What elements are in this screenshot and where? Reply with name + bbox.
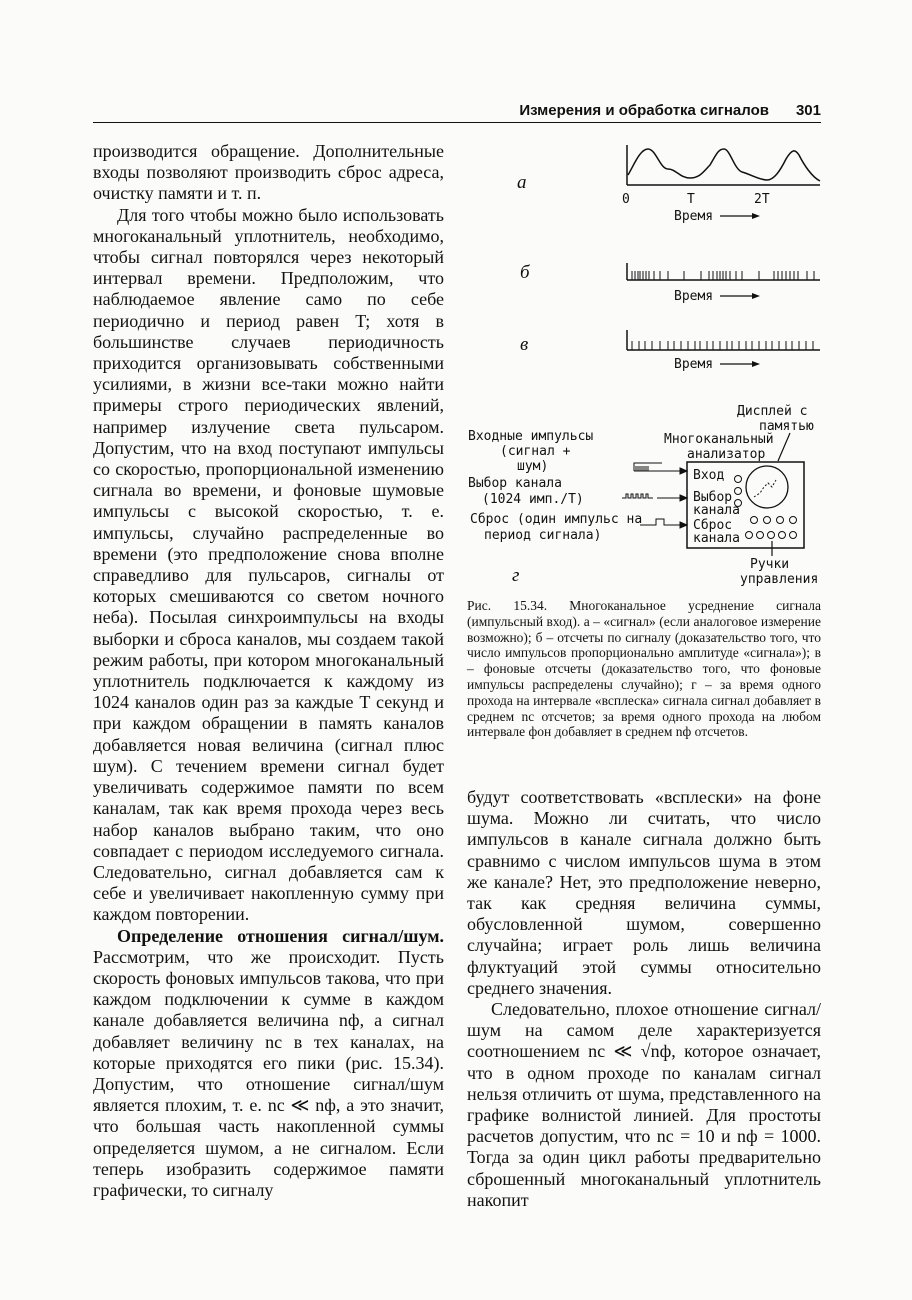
right-paragraph-2: Следовательно, плохое отношение сигнал/шум на самом деле характеризуется соотношением nс ≪ √nф, которое означает, что в одном проходе по каналам сигнал нельзя отличить от шума, представленного на графике волнистой линией. Для простоты расчетов допустим, что nс = 10 и nф = 1000. Тогда за один цикл работы предварительно сброшенный многоканальный уплотнитель накопит <box>467 999 821 1210</box>
display-leader <box>778 433 790 461</box>
left-column <box>93 141 444 1201</box>
input-pulses-2: (сигнал + <box>500 444 571 459</box>
caption-text: Рис. 15.34. Многоканальное усреднение сигнала (импульсный вход). а – «сигнал» (если аналоговое измерение возможно); б – отсчеты по сигналу (доказательство того, что число импульсов пропорционально амплитуде «сигнала»); в – фоновые отсчеты (доказательство того, что фоновые импульсы распределены случайно); г – за время одного прохода на интервале «всплеска» сигнала сигнал добавляет в среднем nс отсчетов; за время одного прохода на любом интервале фон добавляет в среднем nф отсчетов. <box>467 598 821 740</box>
reset-pulse-glyph <box>640 519 687 528</box>
box-select-2: канала <box>693 503 740 518</box>
figure-15-34 <box>462 135 827 595</box>
display-screen <box>746 466 788 508</box>
box-reset-1: Сброс <box>693 518 733 533</box>
paragraph-3-text: Рассмотрим, что же происходит. Пусть скорость фоновых импульсов такова, что при каждом подключении к сумме в каждом канале добавляется величина nф, а сигнал добавляет величину nс в тех каналах, на которые приходятся его пики (рис. 15.34). Допустим, что отношение сигнал/шум является плохим, т. е. nс ≪ nф, а это значит, что большая часть накопленной суммы определяется шумом, а не сигналом. Если теперь изобразить содержимое памяти графически, то сигналу <box>93 946 444 1200</box>
figure-caption <box>467 598 821 740</box>
input-pulses-1: Входные импульсы <box>468 429 594 444</box>
channel-select-2: (1024 имп./T) <box>482 492 584 507</box>
running-header <box>93 100 821 123</box>
knobs-label-2: управления <box>740 572 819 587</box>
label-b: б <box>520 262 530 283</box>
label-a: а <box>517 172 527 193</box>
time-label-a: Время <box>674 209 714 224</box>
box-input: Вход <box>693 468 725 483</box>
paragraph-1: производится обращение. Дополнительные входы позволяют производить сброс адреса, очистку памяти и т. п. <box>93 141 444 204</box>
time-label-v: Время <box>674 357 714 372</box>
channel-select-1: Выбор канала <box>468 476 562 491</box>
input-pulses-3: шум) <box>517 459 549 474</box>
right-paragraph-1: будут соответствовать «всплески» на фоне шума. Можно ли считать, что число импульсов в канале сигнала должно быть сравнимо с числом импульсов шума в этом же канале? Нет, это предположение неверно, так как средняя величина суммы, обусловленной шумом, совершенно случайна; играет роль лишь величина флуктуаций этой суммы относительно среднего значения. <box>467 787 821 998</box>
knobs-label-1: Ручки <box>750 557 790 572</box>
label-v: в <box>520 334 529 355</box>
time-label-b: Время <box>674 289 714 304</box>
display-label-2: памятью <box>759 419 814 434</box>
section-heading: Определение отношения сигнал/шум. <box>117 925 444 946</box>
select-pulse-glyph <box>622 494 687 501</box>
select-connector <box>735 488 742 495</box>
page-number: 301 <box>795 102 821 119</box>
control-knobs <box>746 517 797 539</box>
label-g: г <box>512 565 520 586</box>
right-column <box>467 787 821 1211</box>
tick-0: 0 <box>622 192 630 207</box>
analyzer-label-1: Многоканальный <box>664 432 774 447</box>
display-label-1: Дисплей с <box>737 404 808 419</box>
running-title: Измерения и обработка сигналов <box>519 102 769 119</box>
tick-2T: 2T <box>754 192 770 207</box>
reset-2: период сигнала) <box>484 528 602 543</box>
time-arrowhead-v <box>752 361 760 367</box>
paragraph-2: Для того чтобы можно было использовать многоканальный уплотнитель, необходимо, чтобы сигнал повторялся через некоторый интервал времени. Предположим, что наблюдаемое явление само по себе периодично и период равен T; хотя в большинстве случаев периодичность приходится организовывать собственными усилиями, в жизни все-таки можно найти примеры строго периодических явлений, например излучение света пульсаром. Допустим, что на вход поступают импульсы со скоростью, пропорциональной изменению сигнала во времени, и фоновые шумовые импульсы с высокой скоростью, т. е. импульсы, случайно распределенные во времени (это предположение снова вполне справедливо для пульсаров, сигналы от которых смешиваются со светом ночного неба). Посылая синхроимпульсы на входы выборки и сброса каналов, мы создаем такой режим работы, при котором многоканальный уплотнитель подключается к каждому из 1024 каналов один раз за каждые T секунд и при каждом обращении в память каналов добавляется новая величина (сигнал плюс шум). С течением времени сигнал будет увеличивать содержимое памяти по всем каналам, так как время прохода через весь набор каналов выбрано таким, что оно совпадает с периодом исследуемого сигнала. Следовательно, сигнал добавляется сам к себе и увеличивает накопленную сумму при каждом повторении. <box>93 204 444 925</box>
analyzer-label-2: анализатор <box>687 447 766 462</box>
tick-T: T <box>687 192 695 207</box>
background-pulse-train <box>632 341 813 350</box>
signal-curve <box>628 149 820 181</box>
box-reset-2: канала <box>693 531 740 546</box>
time-arrowhead-b <box>752 293 760 299</box>
signal-pulse-train <box>632 271 814 280</box>
reset-1: Сброс (один импульс на <box>470 512 643 527</box>
time-arrowhead-a <box>752 213 760 219</box>
paragraph-3 <box>93 926 444 1202</box>
input-pulse-glyph <box>634 463 687 474</box>
box-select-1: Выбор <box>693 490 733 505</box>
display-trace <box>754 480 776 497</box>
input-connector <box>735 476 742 483</box>
